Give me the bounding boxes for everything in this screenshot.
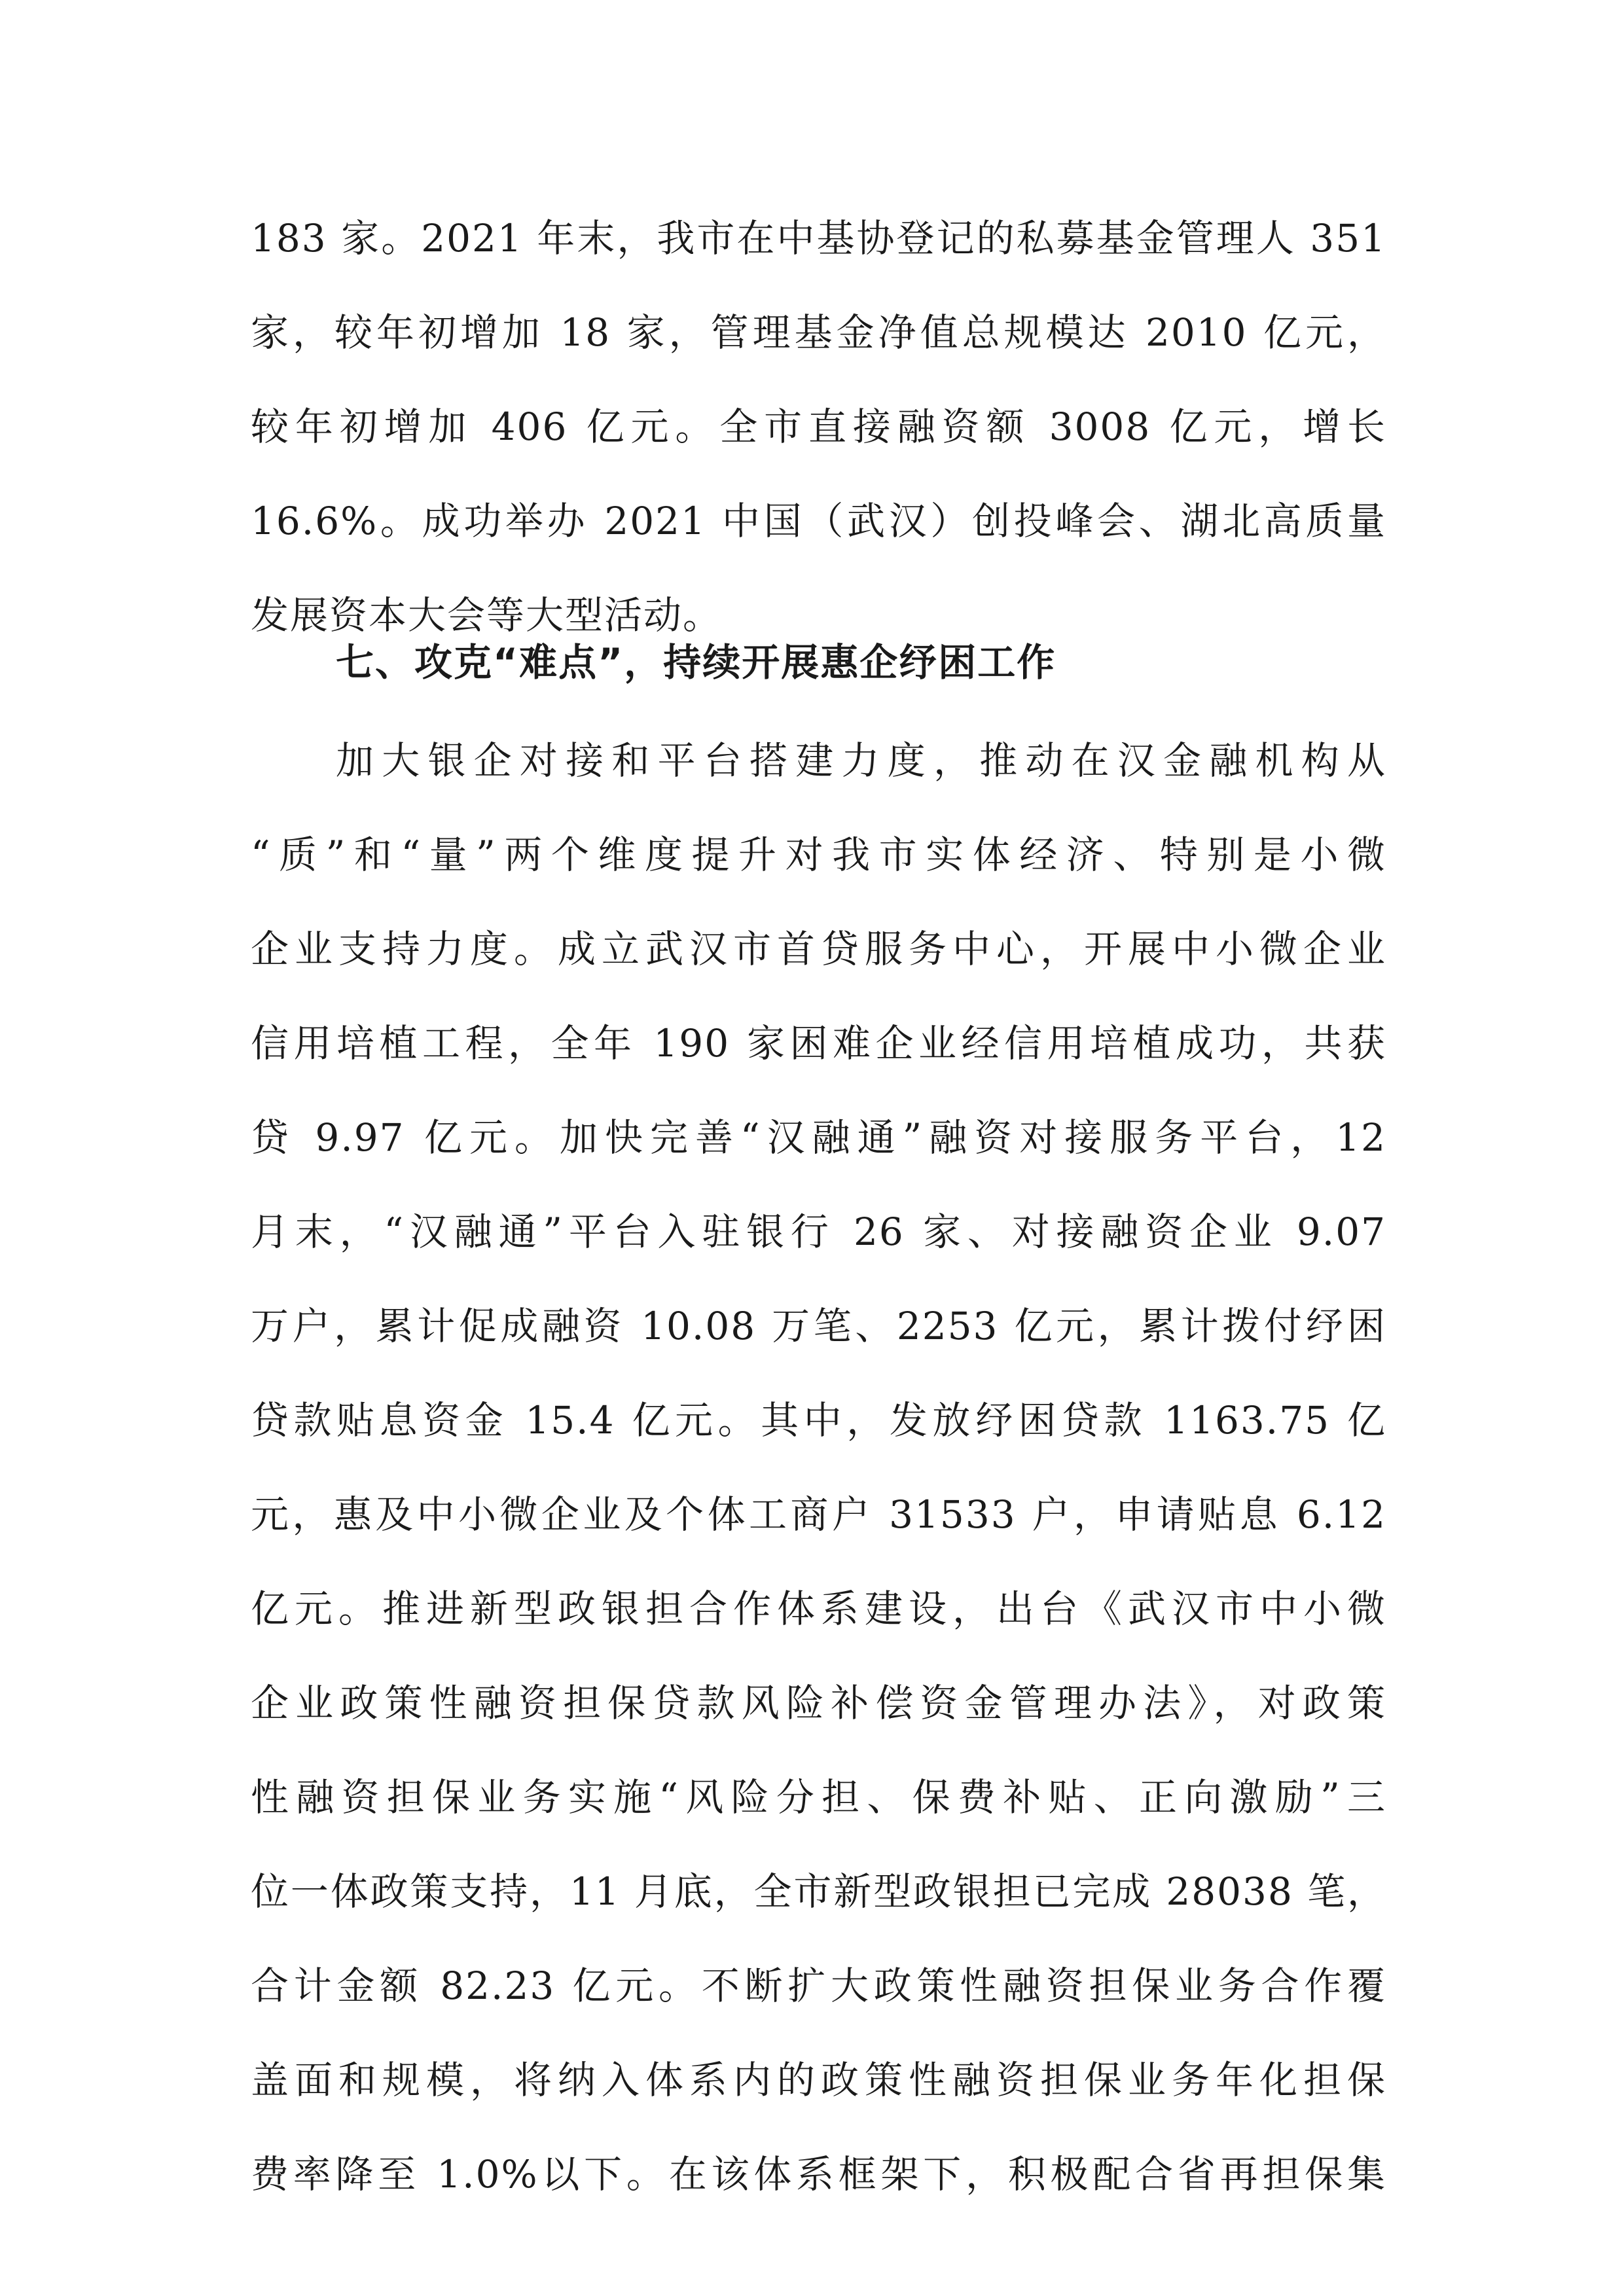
paragraph-line: 发展资本大会等大型活动。 — [251, 593, 723, 637]
paragraph-line: 家，较年初增加 18 家，管理基金净值总规模达 2010 亿元， — [251, 310, 1387, 355]
paragraph-line: 贷款贴息资金 15.4 亿元。其中，发放纾困贷款 1163.75 亿 — [251, 1398, 1386, 1443]
paragraph-line: 亿元。推进新型政银担合作体系建设，出台《武汉市中小微 — [251, 1587, 1386, 1631]
paragraph-line: 加大银企对接和平台搭建力度，推动在汉金融机构从 — [336, 738, 1386, 783]
paragraph-private-fund — [251, 191, 1386, 662]
paragraph-line: 元，惠及中小微企业及个体工商户 31533 户，申请贴息 6.12 — [251, 1492, 1386, 1537]
paragraph-line: 盖面和规模，将纳入体系内的政策性融资担保业务年化担保 — [251, 2058, 1386, 2102]
paragraph-line: 16.6%。成功举办 2021 中国（武汉）创投峰会、湖北高质量 — [251, 499, 1386, 543]
paragraph-line: 合计金额 82.23 亿元。不断扩大政策性融资担保业务合作覆 — [251, 1964, 1386, 2008]
section-heading-block — [251, 615, 1386, 709]
paragraph-line: 企业政策性融资担保贷款风险补偿资金管理办法》，对政策 — [251, 1681, 1386, 1725]
paragraph-line: 企业支持力度。成立武汉市首贷服务中心，开展中小微企业 — [251, 927, 1386, 971]
section-heading: 七、攻克“难点”，持续开展惠企纾困工作 — [336, 640, 1056, 685]
paragraph-enterprise-relief — [251, 713, 1386, 2221]
paragraph-line: “质”和“量”两个维度提升对我市实体经济、特别是小微 — [251, 833, 1386, 877]
paragraph-line: 月末，“汉融通”平台入驻银行 26 家、对接融资企业 9.07 — [251, 1210, 1386, 1254]
paragraph-line: 万户，累计促成融资 10.08 万笔、2253 亿元，累计拨付纾困 — [251, 1304, 1386, 1348]
paragraph-line: 信用培植工程，全年 190 家困难企业经信用培植成功，共获 — [251, 1021, 1386, 1066]
paragraph-line: 性融资担保业务实施“风险分担、保费补贴、正向激励”三 — [251, 1775, 1386, 1820]
paragraph-line: 183 家。2021 年末，我市在中基协登记的私募基金管理人 351 — [251, 216, 1386, 260]
paragraph-line: 较年初增加 406 亿元。全市直接融资额 3008 亿元，增长 — [251, 404, 1386, 449]
paragraph-line: 位一体政策支持，11 月底，全市新型政银担已完成 28038 笔， — [251, 1869, 1386, 1914]
paragraph-line: 贷 9.97 亿元。加快完善“汉融通”融资对接服务平台，12 — [251, 1115, 1386, 1160]
paragraph-line: 费率降至 1.0%以下。在该体系框架下，积极配合省再担保集 — [251, 2152, 1386, 2197]
